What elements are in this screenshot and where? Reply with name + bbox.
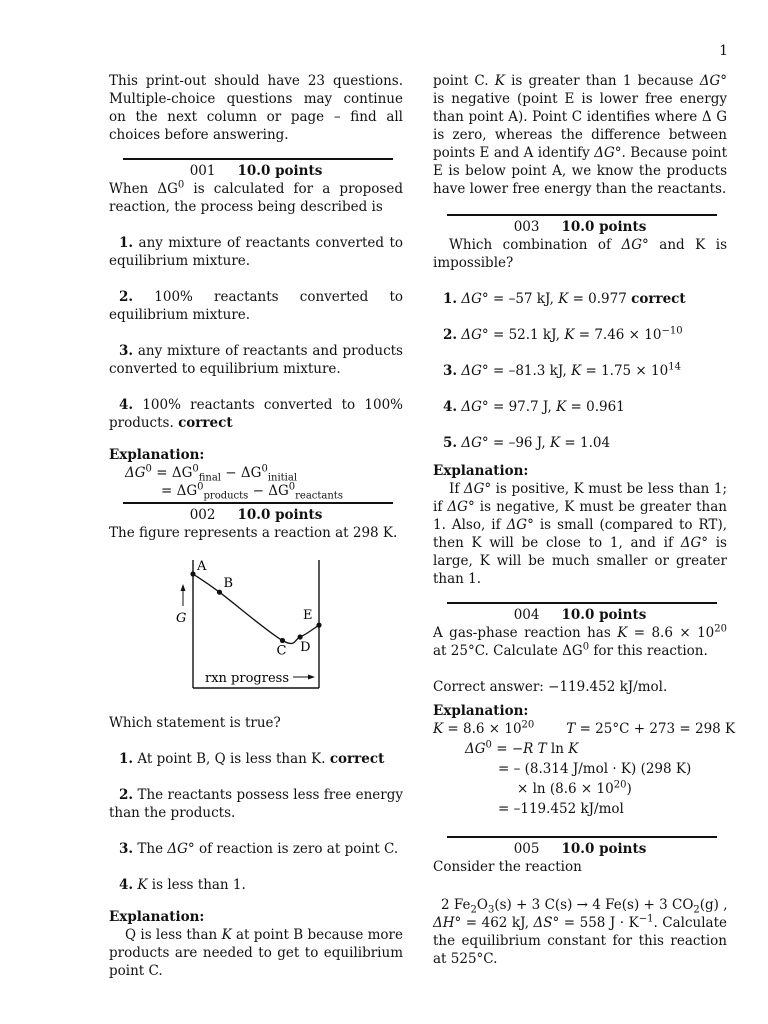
question-number: 003 [513,219,540,235]
page-number: 1 [719,43,728,59]
free-energy-diagram [109,560,403,700]
question-points: 10.0 points [237,507,323,523]
choice-001-1: 1. any mixture of reactants converted to equilibrium mixture. [109,235,403,269]
choice-002-3: 3. The ΔG° of reaction is zero at point C. [119,841,399,857]
explanation-line-004-2: $\Delta G^0 = -R$ T ln K [465,739,579,757]
question-points: 10.0 points [561,219,647,235]
question-number: 001 [189,163,216,179]
choice-001-4: 4. 100% reactants converted to 100% products. correct [109,397,403,431]
choice-003-2: 2. ΔG° = 52.1 kJ, $K = 7.46 \times 10^{-10}$ [443,325,683,343]
point-label-c: C [276,643,287,659]
point-d [298,634,303,639]
question-divider [123,158,393,160]
question-divider [123,502,393,504]
right-column-content [433,72,736,968]
point-e [316,623,321,628]
explanation-eq-2: = $\Delta G^0_{products} - \Delta G^0_{reactants}$ [161,481,343,502]
choice-003-4: 4. ΔG° = 97.7 J, K = 0.961 [443,399,625,415]
explanation-label: Explanation: [109,447,205,463]
left-column [109,72,403,980]
question-header-002 [109,506,403,524]
explanation-text-002-a: Q is less than K at point B because more products are needed to get to equilibrium point C. [109,927,403,979]
reaction-equation-005: 2 $Fe_2O_3(s) + 3$ C(s) → 4 Fe(s) + 3 $CO_2(g)$ , [441,897,728,916]
x-axis-label: rxn progress [205,671,289,686]
explanation-label: Explanation: [433,463,529,479]
question-header-003 [433,218,727,236]
explanation-label: Explanation: [109,909,205,925]
point-b [217,590,222,595]
g-arrow-head [181,584,186,591]
free-energy-curve [193,574,319,644]
question-header-001 [109,162,403,180]
free-energy-plot [109,560,403,700]
explanation-text-003: If ΔG° is positive, K must be less than 1; if ΔG° is negative, K must be greater than 1. Also, if ΔG° is small (compared to RT), then K will be close to 1, and if ΔG° is large, K will be much smaller or greater than 1. [433,481,727,587]
point-a [190,571,195,576]
choice-003-1: 1. ΔG° = –57 kJ, K = 0.977 correct [443,291,686,307]
question-divider [447,836,717,838]
point-label-a: A [197,560,207,574]
explanation-line-004-3: = – (8.314 J/mol · K) (298 K) [498,761,692,777]
question-number: 002 [189,507,216,523]
correct-answer-004: Correct answer: −119.452 kJ/mol. [433,679,668,695]
question-stem-004: A gas-phase reaction has $K = 8.6 \times 10^{20}$ at 25°C. Calculate $\Delta G^0$ for this reaction. [433,623,728,659]
explanation-text-002-continued: point C. K is greater than 1 because ΔG° is negative (point E is lower free energy than point A). Point C identifies where Δ G is zero, whereas the difference between points E and A identify ΔG°. Because point E is below point A, we know the products have lower free energy than the reactants. [433,73,727,197]
explanation-line-004-5: = –119.452 kJ/mol [498,801,624,817]
choice-003-5: 5. ΔG° = –96 J, K = 1.04 [443,435,611,451]
x-arrow-head [308,675,315,680]
explanation-eq-1: $\Delta G^0 = \Delta G^0_{final} - \Delta G^0_{initial}$ [125,463,298,484]
point-label-d: D [300,640,311,655]
choice-001-2: 2. 100% reactants converted to equilibrium mixture. [109,289,403,323]
question-stem-001: When $\Delta G^0$ is calculated for a proposed reaction, the process being described is [109,179,403,215]
point-label-e: E [303,608,313,624]
choice-002-1: 1. At point B, Q is less than K. correct [119,751,385,767]
intro-text: This print-out should have 23 questions. Multiple-choice questions may continue on the next column or page – find all choices before answering. [109,73,403,143]
question-number: 005 [513,841,540,857]
question-stem-003: Which combination of ΔG° and K is impossible? [433,237,728,271]
choice-002-4: 4. K is less than 1. [119,877,246,893]
question-header-005 [433,840,727,858]
correct-tag: correct [178,415,233,431]
point-label-b: B [223,576,234,592]
correct-tag: correct [631,291,686,307]
question-divider [447,214,717,216]
explanation-line-004-1: $K = 8.6 \times 10^{20}$ T = 25°C + 273 = 298 K [433,719,736,737]
explanation-label: Explanation: [433,703,529,719]
explanation-line-004-4: × $\ln (8.6 \times 10^{20})$ [517,779,632,797]
question-points: 10.0 points [561,607,647,623]
correct-tag: correct [329,751,385,767]
choice-002-2: 2. The reactants possess less free energy than the products. [109,787,403,821]
choice-003-3: 3. ΔG° = –81.3 kJ, $K = 1.75 \times 10^{14}$ [443,361,681,379]
question-points: 10.0 points [237,163,323,179]
question-header-004 [433,606,727,624]
y-axis-label: G [176,611,187,626]
question-divider [447,602,717,604]
reaction-conditions-005: ΔH° = 462 kJ, ΔS° = 558 $J \cdot K^{-1}$. Calculate the equilibrium constant for this reaction at 525°C. [433,913,727,967]
choice-001-3: 3. any mixture of reactants and products converted to equilibrium mixture. [109,343,403,377]
question-stem-005: Consider the reaction [433,859,582,875]
question-number: 004 [513,607,540,623]
point-c [280,638,285,643]
question-prompt-002: Which statement is true? [109,715,281,731]
question-points: 10.0 points [561,841,647,857]
question-stem-002: The figure represents a reaction at 298 K. [109,525,398,541]
